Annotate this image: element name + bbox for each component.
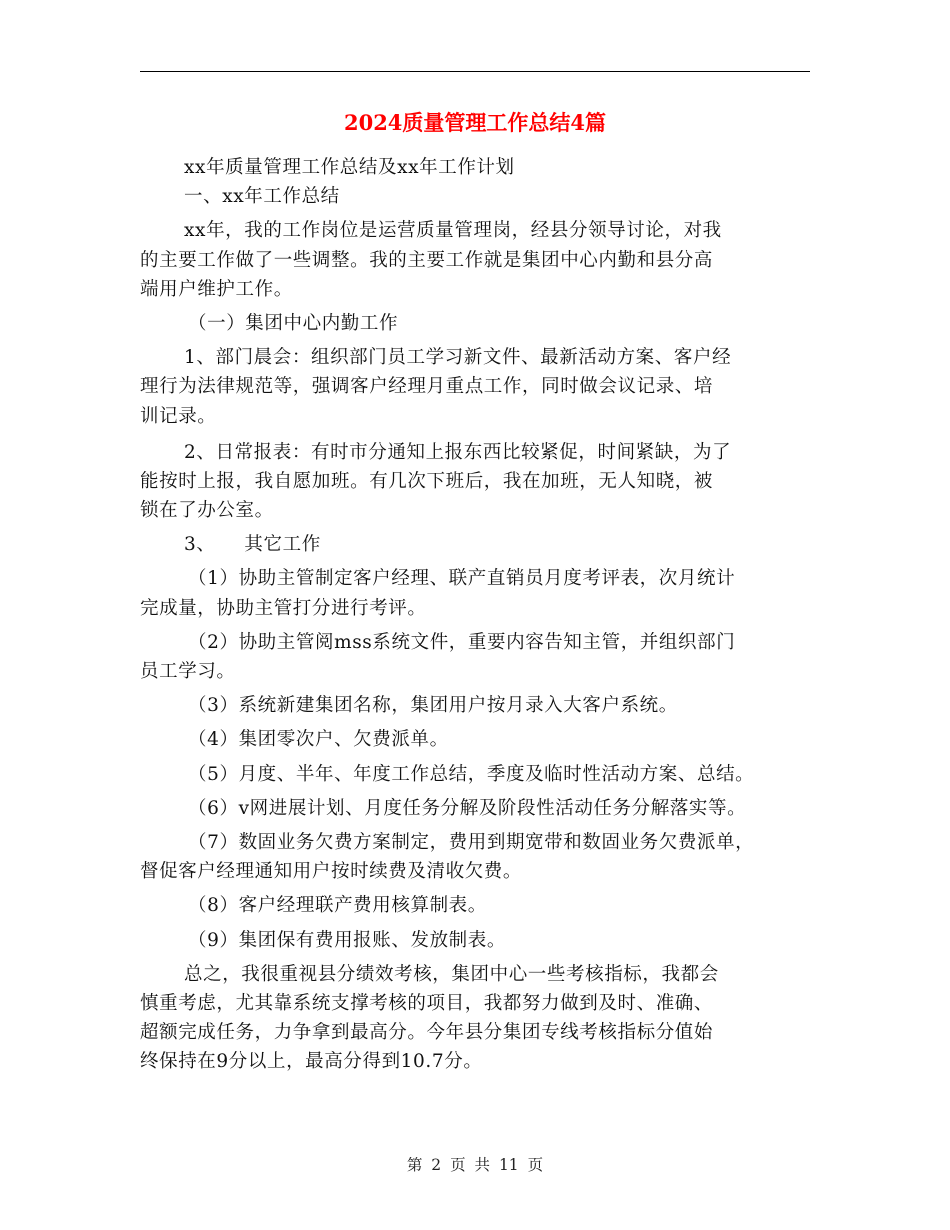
paragraph-line: 的主要工作做了一些调整。我的主要工作就是集团中心内勤和县分高 — [140, 249, 714, 271]
document-body — [140, 153, 812, 1076]
paragraph-line: 2、日常报表：有时市分通知上报东西比较紧促，时间紧缺，为了 — [184, 441, 732, 463]
paragraph-line: 理行为法律规范等，强调客户经理月重点工作，同时做会议记录、培 — [140, 376, 714, 398]
paragraph-line: （一）集团中心内勤工作 — [188, 312, 399, 334]
paragraph-line: 完成量，协助主管打分进行考评。 — [140, 597, 427, 619]
paragraph-line: 员工学习。 — [140, 661, 236, 682]
paragraph-line: （6）v网进展计划、月度任务分解及阶段性活动任务分解落实等。 — [188, 797, 747, 819]
paragraph-line: 3、 其它工作 — [184, 534, 321, 556]
paragraph-line: xx年质量管理工作总结及xx年工作计划 — [184, 157, 515, 178]
paragraph-line: xx年，我的工作岗位是运营质量管理岗，经县分领导讨论，对我 — [184, 220, 722, 242]
paragraph-line: 端用户维护工作。 — [140, 278, 293, 300]
paragraph-line: （9）集团保有费用报账、发放制表。 — [188, 929, 506, 951]
document-title: 2024质量管理工作总结4篇 — [343, 110, 607, 135]
paragraph-line: （3）系统新建集团名称，集团用户按月录入大客户系统。 — [188, 695, 678, 717]
paragraph-line: （5）月度、半年、年度工作总结，季度及临时性活动方案、总结。 — [188, 763, 755, 785]
header-rule — [140, 71, 810, 72]
paragraph-line: 1、部门晨会：组织部门员工学习新文件、最新活动方案、客户经 — [184, 347, 732, 369]
paragraph-line: 终保持在9分以上，最高分得到10.7分。 — [140, 1051, 483, 1073]
paragraph-line: 训记录。 — [140, 405, 217, 427]
paragraph-line: 锁在了办公室。 — [140, 500, 274, 522]
paragraph-line: （4）集团零次户、欠费派单。 — [188, 729, 449, 751]
paragraph-line: 超额完成任务，力争拿到最高分。今年县分集团专线考核指标分值始 — [140, 1022, 714, 1044]
paragraph-line: （1）协助主管制定客户经理、联产直销员月度考评表，次月统计 — [188, 568, 736, 590]
paragraph-line: 督促客户经理通知用户按时续费及清收欠费。 — [140, 861, 523, 883]
paragraph-line: 一、xx年工作总结 — [184, 186, 340, 208]
paragraph-line: 总之，我很重视县分绩效考核，集团中心一些考核指标，我都会 — [184, 963, 719, 985]
paragraph-line: 慎重考虑，尤其靠系统支撑考核的项目，我都努力做到及时、准确、 — [140, 992, 714, 1014]
paragraph-line: 能按时上报，我自愿加班。有几次下班后，我在加班，无人知晓，被 — [140, 470, 714, 492]
paragraph-line: （2）协助主管阅mss系统文件，重要内容告知主管，并组织部门 — [188, 631, 736, 653]
paragraph-line: （8）客户经理联产费用核算制表。 — [188, 895, 487, 917]
paragraph-line: （7）数固业务欠费方案制定，费用到期宽带和数固业务欠费派单， — [188, 831, 755, 853]
page-number-footer: 第 2 页 共 11 页 — [406, 1156, 544, 1174]
